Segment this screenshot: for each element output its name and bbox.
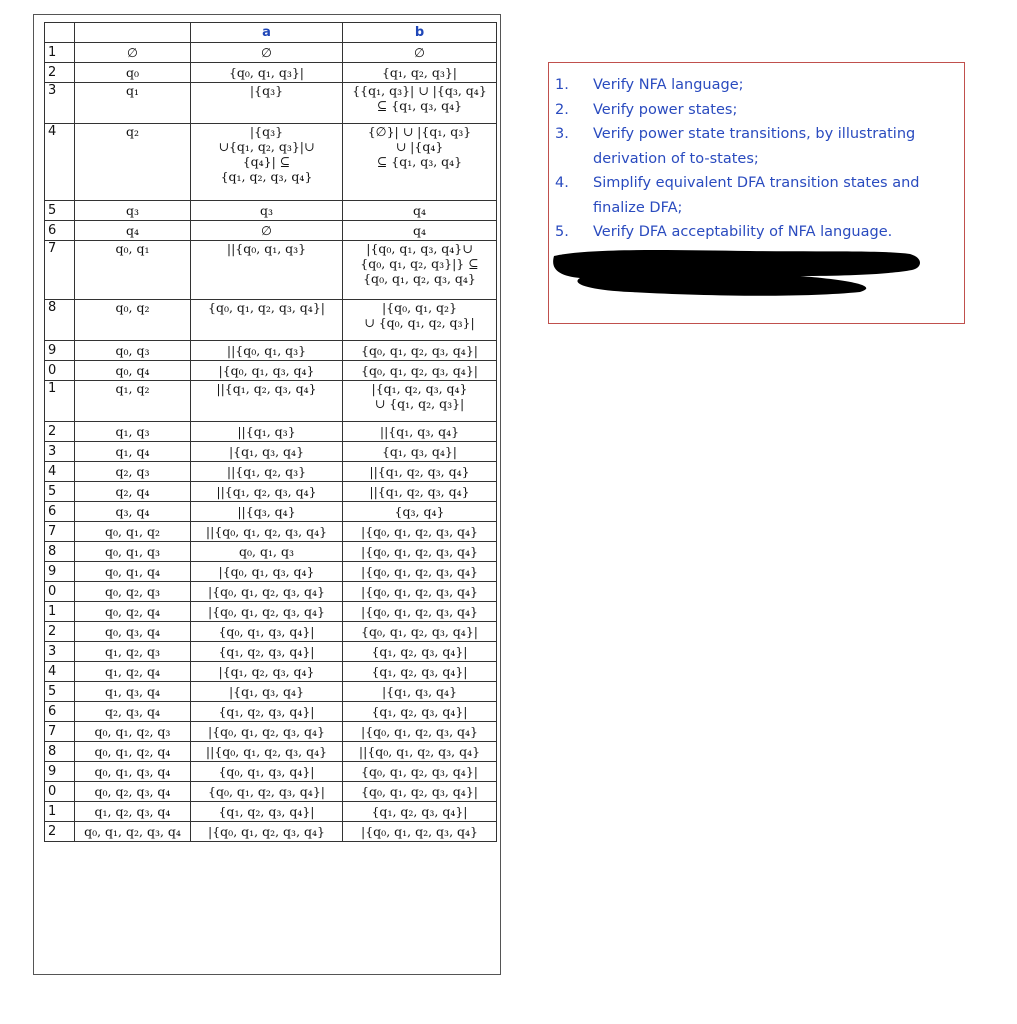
table-row: [45, 422, 497, 442]
state-cell: q₀, q₁, q₄: [75, 562, 191, 582]
transition-b-cell: |{q₁, q₂, q₃, q₄} ∪ {q₁, q₂, q₃}|: [343, 381, 497, 422]
transition-b-cell: |{q₀, q₁, q₂, q₃, q₄}: [343, 822, 497, 842]
row-index-cell: 8: [45, 742, 75, 762]
transition-b-cell: {q₃, q₄}: [343, 502, 497, 522]
task-item: [555, 220, 955, 245]
row-index-cell: 3: [45, 642, 75, 662]
transition-a-cell: {q₁, q₂, q₃, q₄}|: [191, 702, 343, 722]
table-row: [45, 662, 497, 682]
task-number: 1.: [555, 77, 569, 93]
task-list: [555, 73, 955, 245]
transition-a-cell: {q₀, q₁, q₂, q₃, q₄}|: [191, 782, 343, 802]
row-index-cell: 2: [45, 622, 75, 642]
transition-b-cell: |{q₀, q₁, q₂} ∪ {q₀, q₁, q₂, q₃}|: [343, 300, 497, 341]
transition-b-cell: {{q₁, q₃}| ∪ |{q₃, q₄} ⊆ {q₁, q₃, q₄}: [343, 83, 497, 124]
transition-a-cell: ||{q₀, q₁, q₂, q₃, q₄}: [191, 742, 343, 762]
table-row: [45, 462, 497, 482]
transition-b-cell: {q₁, q₂, q₃}|: [343, 63, 497, 83]
header-index: [45, 23, 75, 43]
task-text: Simplify equivalent DFA transition states and finalize DFA;: [593, 175, 920, 216]
state-cell: q₂: [75, 124, 191, 201]
transition-a-cell: q₀, q₁, q₃: [191, 542, 343, 562]
transition-b-cell: |{q₀, q₁, q₂, q₃, q₄}: [343, 602, 497, 622]
transition-b-cell: ||{q₁, q₂, q₃, q₄}: [343, 482, 497, 502]
transition-a-cell: |{q₃}: [191, 83, 343, 124]
transition-b-cell: |{q₁, q₃, q₄}: [343, 682, 497, 702]
table-row: [45, 742, 497, 762]
row-index-cell: 0: [45, 361, 75, 381]
transition-b-cell: {q₀, q₁, q₂, q₃, q₄}|: [343, 762, 497, 782]
table-row: [45, 221, 497, 241]
row-index-cell: 3: [45, 442, 75, 462]
state-cell: q₀, q₁, q₃: [75, 542, 191, 562]
row-index-cell: 4: [45, 662, 75, 682]
row-index-cell: 5: [45, 201, 75, 221]
table-row: [45, 702, 497, 722]
state-cell: q₁, q₂: [75, 381, 191, 422]
table-header-row: [45, 23, 497, 43]
state-cell: q₃: [75, 201, 191, 221]
task-text: Verify power states;: [593, 101, 738, 118]
table-row: [45, 241, 497, 300]
state-cell: q₀, q₁, q₂, q₄: [75, 742, 191, 762]
transition-b-cell: {q₁, q₂, q₃, q₄}|: [343, 802, 497, 822]
transition-b-cell: {q₁, q₂, q₃, q₄}|: [343, 702, 497, 722]
row-index-cell: 1: [45, 381, 75, 422]
table-row: [45, 762, 497, 782]
transition-a-cell: q₃: [191, 201, 343, 221]
table-row: [45, 602, 497, 622]
transition-a-cell: ||{q₁, q₃}: [191, 422, 343, 442]
task-number: 5.: [555, 224, 569, 240]
row-index-cell: 9: [45, 341, 75, 361]
table-row: [45, 341, 497, 361]
transition-a-cell: {q₀, q₁, q₃, q₄}|: [191, 762, 343, 782]
transition-b-cell: ||{q₀, q₁, q₂, q₃, q₄}: [343, 742, 497, 762]
table-row: [45, 124, 497, 201]
state-cell: q₁, q₂, q₃: [75, 642, 191, 662]
state-cell: q₁, q₃: [75, 422, 191, 442]
row-index-cell: 6: [45, 502, 75, 522]
state-cell: q₀, q₂, q₃: [75, 582, 191, 602]
table-row: [45, 642, 497, 662]
table-row: [45, 83, 497, 124]
task-item: [555, 98, 955, 123]
transition-b-cell: {q₁, q₃, q₄}|: [343, 442, 497, 462]
row-index-cell: 8: [45, 542, 75, 562]
transition-b-cell: |{q₀, q₁, q₂, q₃, q₄}: [343, 722, 497, 742]
state-cell: q₁: [75, 83, 191, 124]
row-index-cell: 5: [45, 682, 75, 702]
state-cell: q₂, q₄: [75, 482, 191, 502]
transition-a-cell: |{q₃} ∪{q₁, q₂, q₃}|∪ {q₄}| ⊆ {q₁, q₂, q₃, q₄}: [191, 124, 343, 201]
header-b: b: [343, 23, 497, 43]
transition-a-cell: ||{q₀, q₁, q₃}: [191, 341, 343, 361]
task-number: 4.: [555, 175, 569, 191]
transition-b-cell: q₄: [343, 221, 497, 241]
header-state: [75, 23, 191, 43]
header-a: a: [191, 23, 343, 43]
row-index-cell: 2: [45, 822, 75, 842]
state-cell: q₀, q₃, q₄: [75, 622, 191, 642]
state-cell: q₃, q₄: [75, 502, 191, 522]
task-item: [555, 73, 955, 98]
transition-a-cell: |{q₀, q₁, q₂, q₃, q₄}: [191, 822, 343, 842]
table-row: [45, 622, 497, 642]
table-row: [45, 562, 497, 582]
row-index-cell: 1: [45, 602, 75, 622]
transition-b-cell: |{q₀, q₁, q₃, q₄}∪ {q₀, q₁, q₂, q₃}|} ⊆ {q₀, q₁, q₂, q₃, q₄}: [343, 241, 497, 300]
state-cell: q₀, q₁: [75, 241, 191, 300]
table-row: [45, 442, 497, 462]
transition-a-cell: {q₀, q₁, q₂, q₃, q₄}|: [191, 300, 343, 341]
row-index-cell: 4: [45, 462, 75, 482]
transition-a-cell: ||{q₁, q₂, q₃}: [191, 462, 343, 482]
transition-a-cell: ∅: [191, 43, 343, 63]
task-text: Verify DFA acceptability of NFA language.: [593, 224, 893, 240]
transition-a-cell: {q₀, q₁, q₃, q₄}|: [191, 622, 343, 642]
state-cell: q₁, q₂, q₄: [75, 662, 191, 682]
transition-b-cell: {q₀, q₁, q₂, q₃, q₄}|: [343, 361, 497, 381]
table-row: [45, 782, 497, 802]
transition-b-cell: ||{q₁, q₂, q₃, q₄}: [343, 462, 497, 482]
row-index-cell: 0: [45, 582, 75, 602]
transition-a-cell: ||{q₁, q₂, q₃, q₄}: [191, 381, 343, 422]
table-row: [45, 522, 497, 542]
transition-b-cell: ∅: [343, 43, 497, 63]
transition-a-cell: |{q₁, q₃, q₄}: [191, 682, 343, 702]
table-row: [45, 802, 497, 822]
state-cell: ∅: [75, 43, 191, 63]
transition-b-cell: {q₁, q₂, q₃, q₄}|: [343, 662, 497, 682]
state-cell: q₄: [75, 221, 191, 241]
row-index-cell: 0: [45, 782, 75, 802]
redaction-mark: [550, 246, 924, 298]
table-row: [45, 201, 497, 221]
row-index-cell: 7: [45, 522, 75, 542]
transition-b-cell: |{q₀, q₁, q₂, q₃, q₄}: [343, 542, 497, 562]
state-cell: q₀, q₁, q₂: [75, 522, 191, 542]
transition-a-cell: |{q₀, q₁, q₂, q₃, q₄}: [191, 582, 343, 602]
state-cell: q₀, q₂: [75, 300, 191, 341]
row-index-cell: 6: [45, 702, 75, 722]
transition-a-cell: {q₁, q₂, q₃, q₄}|: [191, 802, 343, 822]
transition-b-cell: {q₁, q₂, q₃, q₄}|: [343, 642, 497, 662]
row-index-cell: 4: [45, 124, 75, 201]
transition-a-cell: {q₀, q₁, q₃}|: [191, 63, 343, 83]
table-row: [45, 542, 497, 562]
transition-a-cell: ∅: [191, 221, 343, 241]
row-index-cell: 6: [45, 221, 75, 241]
transition-a-cell: {q₁, q₂, q₃, q₄}|: [191, 642, 343, 662]
state-cell: q₀, q₄: [75, 361, 191, 381]
table-row: [45, 381, 497, 422]
table-row: [45, 361, 497, 381]
row-index-cell: 7: [45, 722, 75, 742]
transition-a-cell: ||{q₃, q₄}: [191, 502, 343, 522]
task-item: [555, 122, 955, 171]
row-index-cell: 2: [45, 63, 75, 83]
task-number: 2.: [555, 101, 569, 118]
state-cell: q₀, q₁, q₂, q₃, q₄: [75, 822, 191, 842]
transition-b-cell: {q₀, q₁, q₂, q₃, q₄}|: [343, 341, 497, 361]
state-cell: q₀, q₃: [75, 341, 191, 361]
task-text: Verify NFA language;: [593, 77, 744, 93]
transition-a-cell: |{q₀, q₁, q₃, q₄}: [191, 562, 343, 582]
row-index-cell: 1: [45, 802, 75, 822]
row-index-cell: 8: [45, 300, 75, 341]
table-row: [45, 482, 497, 502]
state-cell: q₁, q₂, q₃, q₄: [75, 802, 191, 822]
row-index-cell: 2: [45, 422, 75, 442]
row-index-cell: 7: [45, 241, 75, 300]
task-text: Verify power state transitions, by illustrating derivation of to-states;: [593, 126, 916, 167]
transition-b-cell: |{q₀, q₁, q₂, q₃, q₄}: [343, 522, 497, 542]
transition-a-cell: |{q₀, q₁, q₂, q₃, q₄}: [191, 722, 343, 742]
task-number: 3.: [555, 126, 569, 142]
transition-b-cell: {q₀, q₁, q₂, q₃, q₄}|: [343, 782, 497, 802]
row-index-cell: 3: [45, 83, 75, 124]
table-row: [45, 63, 497, 83]
state-cell: q₀, q₂, q₄: [75, 602, 191, 622]
table-row: [45, 43, 497, 63]
table-row: [45, 300, 497, 341]
row-index-cell: 5: [45, 482, 75, 502]
row-index-cell: 9: [45, 762, 75, 782]
transition-b-cell: {q₀, q₁, q₂, q₃, q₄}|: [343, 622, 497, 642]
state-cell: q₀, q₂, q₃, q₄: [75, 782, 191, 802]
state-cell: q₂, q₃, q₄: [75, 702, 191, 722]
transition-a-cell: |{q₀, q₁, q₃, q₄}: [191, 361, 343, 381]
state-cell: q₀, q₁, q₃, q₄: [75, 762, 191, 782]
transition-b-cell: q₄: [343, 201, 497, 221]
transition-b-cell: |{q₀, q₁, q₂, q₃, q₄}: [343, 562, 497, 582]
table-row: [45, 722, 497, 742]
state-cell: q₀, q₁, q₂, q₃: [75, 722, 191, 742]
transition-b-cell: {∅}| ∪ |{q₁, q₃} ∪ |{q₄} ⊆ {q₁, q₃, q₄}: [343, 124, 497, 201]
state-cell: q₁, q₃, q₄: [75, 682, 191, 702]
state-cell: q₀: [75, 63, 191, 83]
transition-a-cell: |{q₀, q₁, q₂, q₃, q₄}: [191, 602, 343, 622]
table-row: [45, 822, 497, 842]
table-row: [45, 502, 497, 522]
row-index-cell: 9: [45, 562, 75, 582]
transition-a-cell: |{q₁, q₂, q₃, q₄}: [191, 662, 343, 682]
transition-a-cell: ||{q₁, q₂, q₃, q₄}: [191, 482, 343, 502]
row-index-cell: 1: [45, 43, 75, 63]
table-row: [45, 682, 497, 702]
nfa-transition-table: [44, 22, 497, 842]
task-item: [555, 171, 955, 220]
state-cell: q₂, q₃: [75, 462, 191, 482]
transition-a-cell: ||{q₀, q₁, q₂, q₃, q₄}: [191, 522, 343, 542]
state-cell: q₁, q₄: [75, 442, 191, 462]
transition-b-cell: ||{q₁, q₃, q₄}: [343, 422, 497, 442]
transition-b-cell: |{q₀, q₁, q₂, q₃, q₄}: [343, 582, 497, 602]
transition-a-cell: |{q₁, q₃, q₄}: [191, 442, 343, 462]
transition-a-cell: ||{q₀, q₁, q₃}: [191, 241, 343, 300]
table-row: [45, 582, 497, 602]
